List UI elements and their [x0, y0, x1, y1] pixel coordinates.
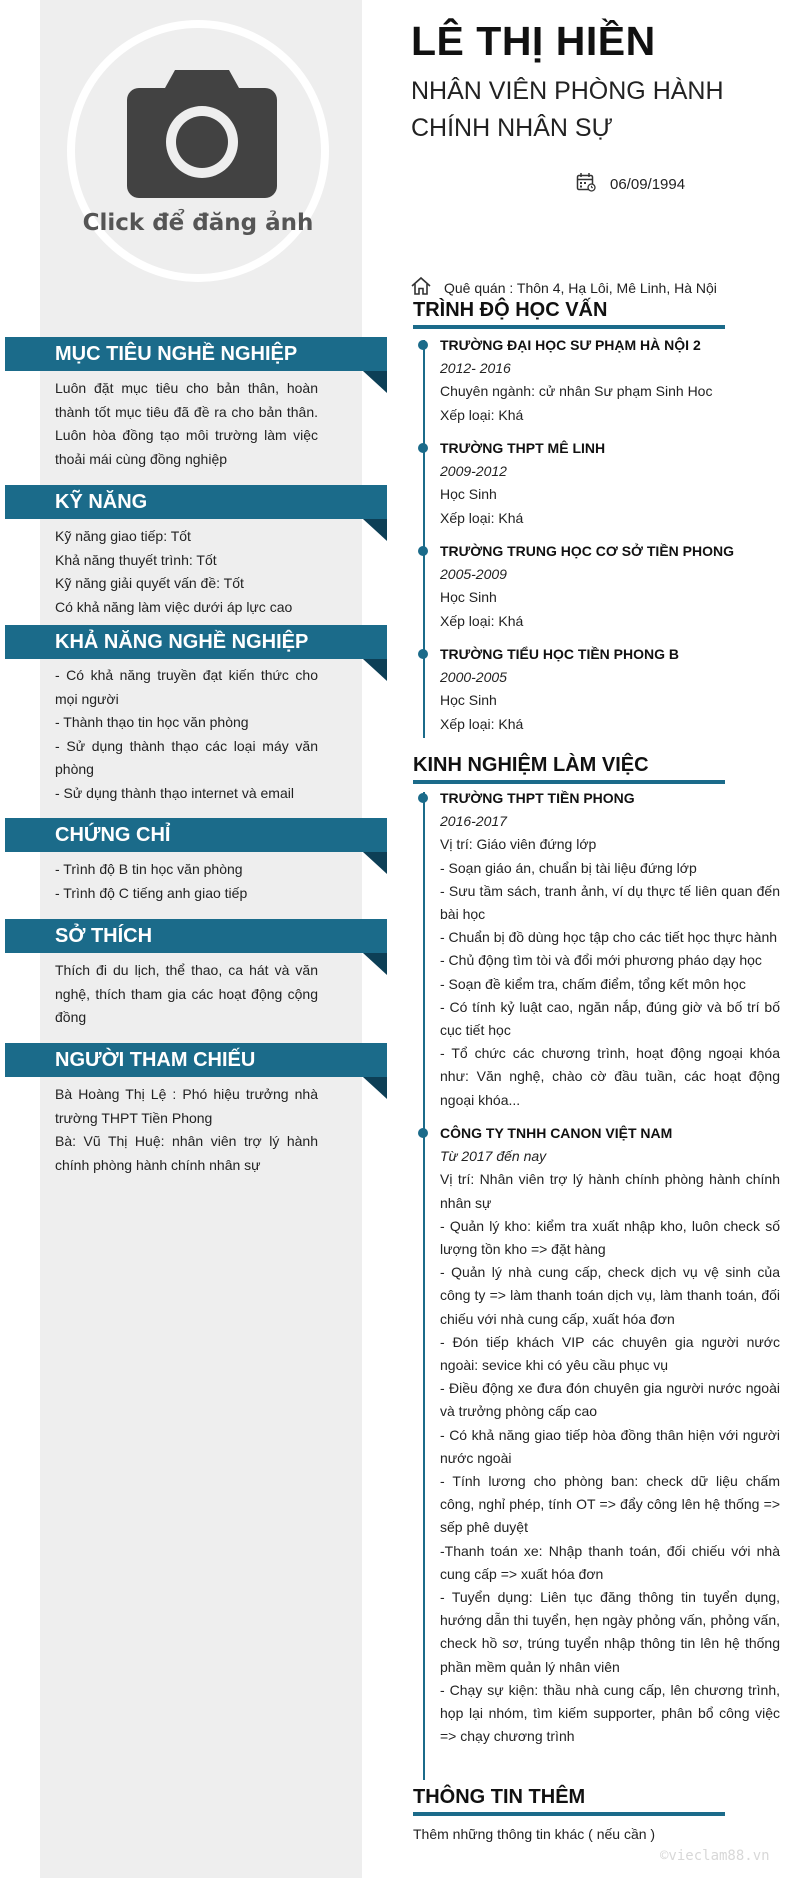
- work-duty: - Tổ chức các chương trình, hoạt động ngoại khóa như: Văn nghệ, chào cờ đầu tuần, các hoạt động ngoại khóa...: [440, 1045, 780, 1108]
- education-item: [440, 643, 780, 736]
- candidate-name: LÊ THỊ HIỀN: [411, 18, 656, 64]
- school-grade: Xếp loại: Khá: [440, 406, 524, 423]
- list-item: - Thành thạo tin học văn phòng: [55, 714, 249, 730]
- school-grade: Xếp loại: Khá: [440, 715, 524, 732]
- section-references-title: [5, 1043, 387, 1077]
- work-duty: - Chủ động tìm tòi và đổi mới phương pháo dạy học: [440, 952, 762, 969]
- school-detail: Học Sinh: [440, 486, 497, 503]
- list-item: Bà: Vũ Thị Huệ: nhân viên trợ lý hành chính phòng hành chính nhân sự: [55, 1133, 318, 1173]
- list-item: Có khả năng làm việc dưới áp lực cao: [55, 598, 293, 615]
- list-item: - Trình độ C tiếng anh giao tiếp: [55, 884, 248, 901]
- list-item: - Sử dụng thành thạo internet và email: [55, 784, 294, 801]
- timeline-dot: [418, 793, 428, 803]
- ribbon-fold: [363, 371, 387, 393]
- school-grade: Xếp loại: Khá: [440, 612, 524, 629]
- calendar-icon: [576, 172, 596, 196]
- work-duty: - Chạy sự kiện: thầu nhà cung cấp, lên chương trình, họp lại nhóm, tìm kiếm supporter, phân bổ công việc => chạy chương trình: [440, 1681, 780, 1745]
- photo-upload-label: Click để đăng ảnh: [82, 210, 314, 236]
- experience-item: [440, 1122, 780, 1748]
- hometown-value: Quê quán : Thôn 4, Hạ Lôi, Mê Linh, Hà Nội: [444, 279, 717, 296]
- work-duty: - Có khả năng giao tiếp hòa đồng thân hiện với người nước ngoài: [440, 1426, 780, 1466]
- school-detail: Chuyên ngành: cử nhân Sư phạm Sinh Hoc: [440, 383, 713, 400]
- section-objective-title: [5, 337, 387, 371]
- ribbon-fold: [363, 519, 387, 541]
- education-item: [440, 540, 780, 633]
- experience-timeline: [423, 792, 425, 1780]
- experience-title: KINH NGHIỆM LÀM VIỆC: [413, 752, 725, 784]
- work-years: Từ 2017 đến nay: [440, 1148, 547, 1165]
- hobbies-text: [55, 959, 318, 1030]
- watermark: ©vieclam88.vn: [660, 1848, 770, 1864]
- references-list: [55, 1083, 318, 1177]
- work-duty: - Đón tiếp khách VIP các chuyên gia người nước ngoài: sevice khi có yêu cầu phục vụ: [440, 1333, 780, 1374]
- certificates-list: [55, 858, 318, 905]
- camera-icon: [127, 66, 277, 203]
- work-duty: - Quản lý nhà cung cấp, check dịch vụ vệ sinh của công ty => làm thanh toán dịch vụ, làm thanh toán, đối chiếu với nhà cung cấp, xuất hóa đơn: [440, 1264, 780, 1327]
- photo-upload[interactable]: [67, 20, 329, 282]
- education-title: TRÌNH ĐỘ HỌC VẤN: [413, 297, 725, 329]
- skills-list: [55, 525, 318, 619]
- timeline-dot: [418, 340, 428, 350]
- objective-paragraph: Luôn đặt mục tiêu cho bản thân, hoàn thành tốt mục tiêu đã đề ra cho bản thân. Luôn hòa đồng tạo môi trường làm việc thoải mái cùng đồng nghiệp: [55, 380, 318, 467]
- objective-text: [55, 377, 318, 471]
- ribbon-fold: [363, 852, 387, 874]
- school-detail: Học Sinh: [440, 692, 497, 709]
- timeline-dot: [418, 649, 428, 659]
- section-title: KHẢ NĂNG NGHỀ NGHIỆP: [55, 631, 309, 653]
- school-years: 2000-2005: [440, 669, 507, 686]
- hobbies-paragraph: Thích đi du lịch, thể thao, ca hát và văn nghệ, thích tham gia các hoạt động cộng đồng: [55, 962, 318, 1025]
- abilities-list: [55, 664, 318, 805]
- ribbon-fold: [363, 953, 387, 975]
- ribbon-fold: [363, 659, 387, 681]
- list-item: Kỹ năng giao tiếp: Tốt: [55, 528, 191, 544]
- work-duty: Vị trí: Nhân viên trợ lý hành chính phòng hành chính nhân sự: [440, 1171, 780, 1211]
- section-title: NGƯỜI THAM CHIẾU: [55, 1049, 256, 1071]
- section-certificates-title: [5, 818, 387, 852]
- work-duty: - Quản lý kho: kiểm tra xuất nhập kho, luôn check số lượng tồn kho => đặt hàng: [440, 1217, 780, 1258]
- section-abilities-title: [5, 625, 387, 659]
- work-duty: - Điều động xe đưa đón chuyên gia người nước ngoài và trưởng phòng cấp cao: [440, 1380, 780, 1420]
- work-duty: - Soạn giáo án, chuẩn bị tài liệu đứng lớp: [440, 859, 697, 876]
- timeline-dot: [418, 1128, 428, 1138]
- work-duty: - Sưu tầm sách, tranh ảnh, ví dụ thực tế liên quan đến bài học: [440, 882, 780, 923]
- more-info-text: Thêm những thông tin khác ( nếu cần ): [413, 1826, 656, 1842]
- experience-item: [440, 787, 780, 1112]
- timeline-dot: [418, 546, 428, 556]
- hometown: [410, 276, 717, 299]
- job-title: [411, 73, 751, 147]
- home-icon: [410, 276, 432, 299]
- section-title: SỞ THÍCH: [55, 925, 153, 947]
- section-title: CHỨNG CHỈ: [55, 824, 171, 846]
- list-item: Bà Hoàng Thị Lệ : Phó hiệu trưởng nhà trường THPT Tiền Phong: [55, 1086, 318, 1126]
- education-item: [440, 334, 780, 427]
- ribbon-fold: [363, 1077, 387, 1099]
- section-title: MỤC TIÊU NGHỀ NGHIỆP: [55, 343, 298, 365]
- section-skills-title: [5, 485, 387, 519]
- school-name: TRƯỜNG THPT MÊ LINH: [440, 440, 606, 456]
- list-item: Kỹ năng giải quyết vấn đề: Tốt: [55, 575, 244, 591]
- work-duty: - Có tính kỷ luật cao, ngăn nắp, đúng giờ và bố trí bố cục tiết học: [440, 998, 780, 1039]
- work-duty: - Chuẩn bị đồ dùng học tập cho các tiết học thực hành: [440, 929, 778, 946]
- school-name: TRƯỜNG TIỂU HỌC TIỀN PHONG B: [440, 646, 680, 662]
- work-duty: - Soạn đề kiểm tra, chấm điểm, tổng kết môn học: [440, 975, 746, 992]
- work-duty: Vị trí: Giáo viên đứng lớp: [440, 836, 597, 853]
- list-item: - Có khả năng truyền đạt kiến thức cho mọi người: [55, 667, 318, 707]
- work-duty: -Thanh toán xe: Nhập thanh toán, đối chiếu với nhà cung cấp => xuất hóa đơn: [440, 1542, 780, 1582]
- date-of-birth: [576, 172, 685, 196]
- school-years: 2009-2012: [440, 463, 507, 480]
- job-title-line: NHÂN VIÊN PHÒNG HÀNH: [411, 77, 724, 105]
- school-grade: Xếp loại: Khá: [440, 509, 524, 526]
- education-item: [440, 437, 780, 530]
- job-title-line: CHÍNH NHÂN SỰ: [411, 114, 613, 142]
- more-info-title: THÔNG TIN THÊM: [413, 1784, 725, 1816]
- list-item: Khả năng thuyết trình: Tốt: [55, 551, 217, 568]
- company-name: CÔNG TY TNHH CANON VIỆT NAM: [440, 1125, 673, 1141]
- school-name: TRƯỜNG TRUNG HỌC CƠ SỞ TIỀN PHONG: [440, 543, 734, 559]
- work-duty: - Tuyển dụng: Liên tục đăng thông tin tuyển dụng, hướng dẫn thi tuyển, hẹn ngày phỏng vấn, phỏng vấn, check hồ sơ, trúng tuyển nhập thông tin lên hệ thống phần mềm quản lý nhân viên: [440, 1589, 780, 1675]
- list-item: - Sử dụng thành thạo các loại máy văn phòng: [55, 737, 318, 777]
- education-timeline: [423, 340, 425, 738]
- school-years: 2012- 2016: [440, 360, 511, 377]
- section-hobbies-title: [5, 919, 387, 953]
- school-detail: Học Sinh: [440, 589, 497, 606]
- dob-value: 06/09/1994: [610, 175, 686, 193]
- work-years: 2016-2017: [440, 813, 507, 830]
- list-item: - Trình độ B tin học văn phòng: [55, 861, 243, 877]
- work-duty: - Tính lương cho phòng ban: check dữ liệu chấm công, nghỉ phép, tính OT => đẩy công lên hệ thống => sếp phê duyệt: [440, 1473, 780, 1536]
- school-years: 2005-2009: [440, 566, 507, 583]
- company-name: TRƯỜNG THPT TIỀN PHONG: [440, 790, 635, 806]
- timeline-dot: [418, 443, 428, 453]
- section-title: KỸ NĂNG: [55, 491, 148, 513]
- school-name: TRƯỜNG ĐẠI HỌC SƯ PHẠM HÀ NỘI 2: [440, 337, 701, 353]
